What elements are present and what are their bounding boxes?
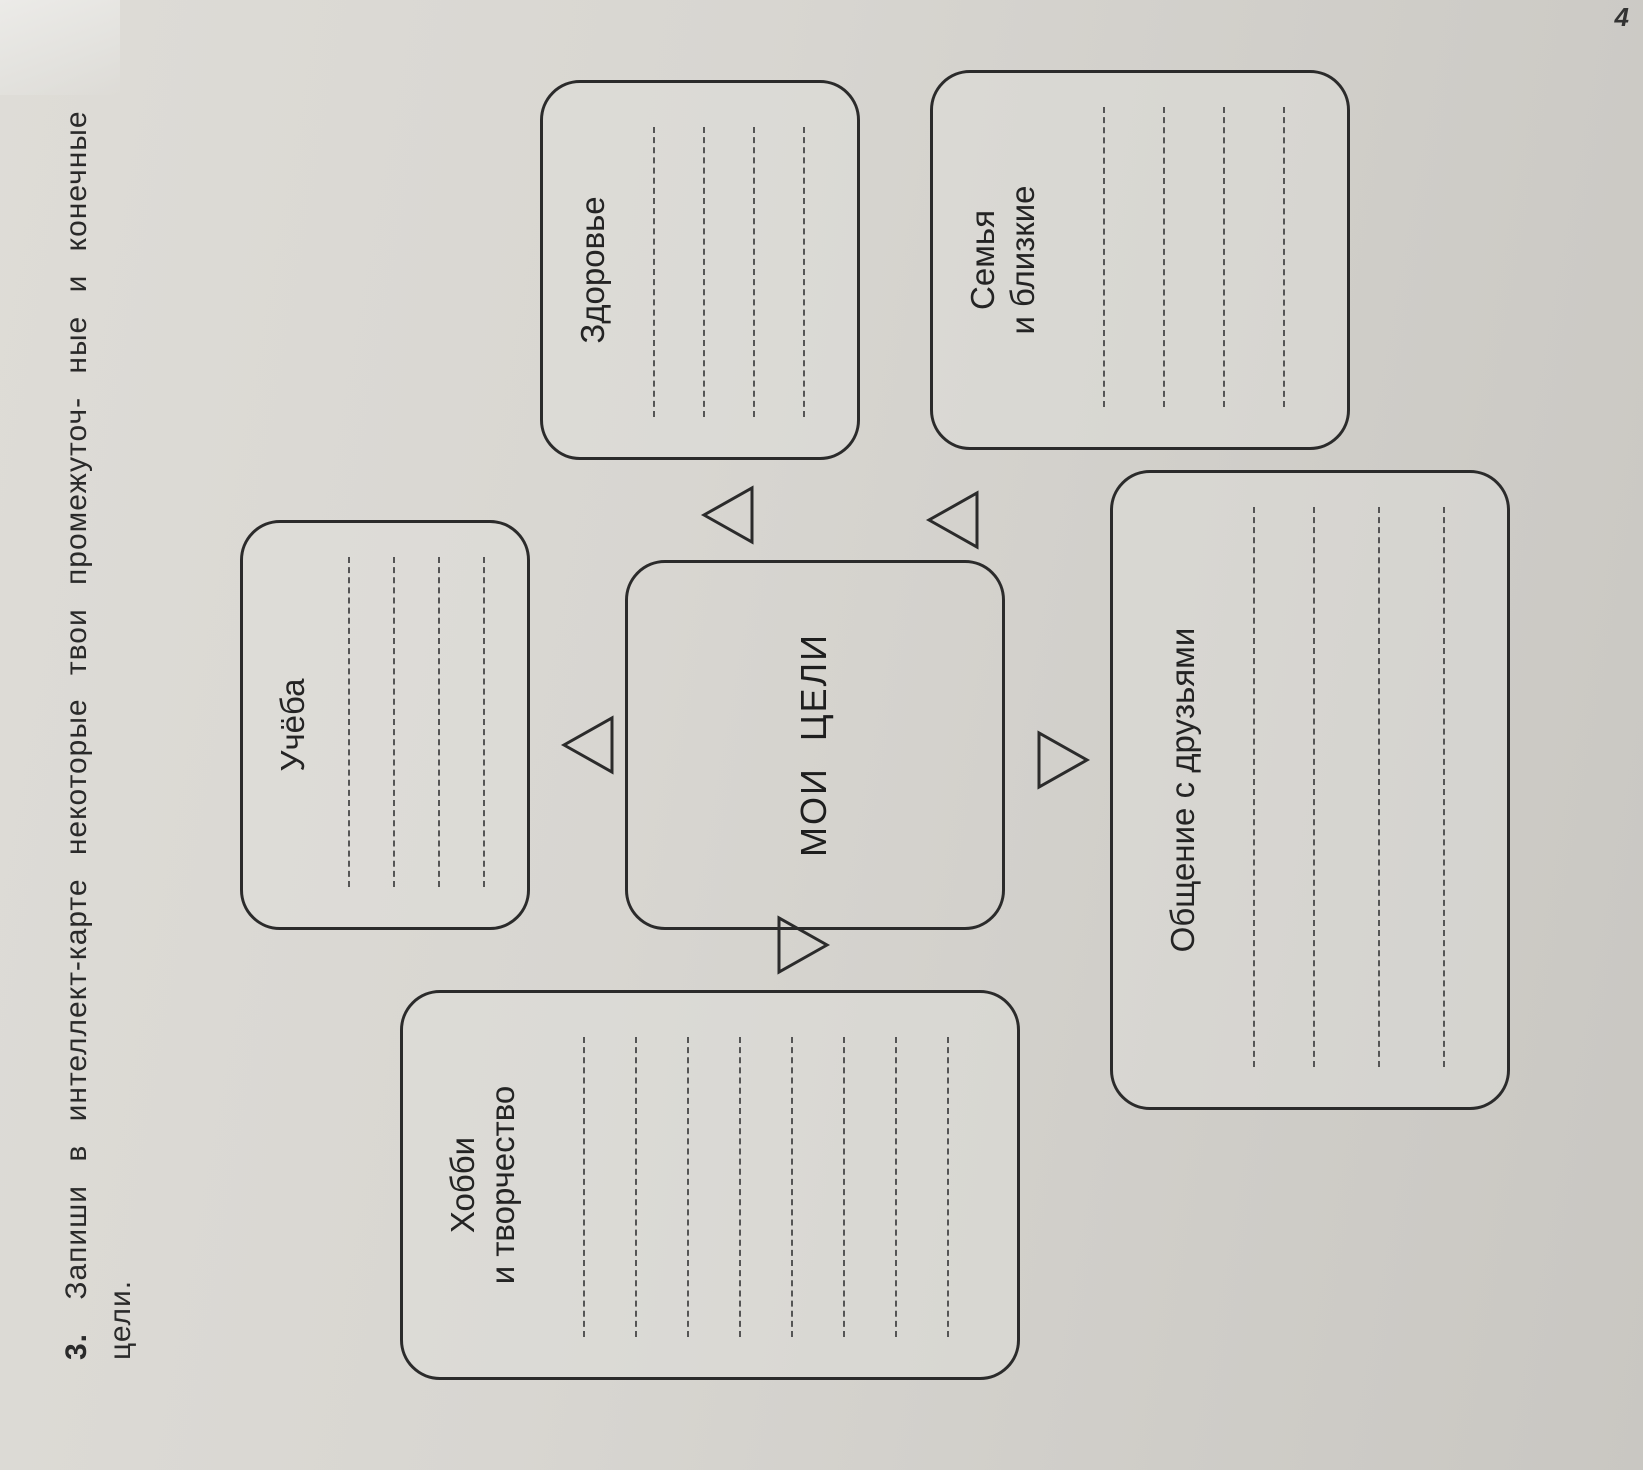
answer-line[interactable] [1163, 107, 1165, 407]
box-family-title: Семья и близкие [964, 185, 1041, 335]
answer-line[interactable] [791, 1037, 793, 1337]
page-number: 4 [1614, 2, 1629, 32]
answer-line[interactable] [635, 1037, 637, 1337]
answer-line[interactable] [753, 127, 755, 417]
answer-line[interactable] [687, 1037, 689, 1337]
arrow-to-family-icon [925, 490, 981, 550]
box-friends-title: Общение с друзьями [1164, 627, 1201, 953]
center-goals-box [625, 560, 1005, 930]
answer-line[interactable] [1223, 107, 1225, 407]
box-health-title: Здоровье [574, 196, 611, 344]
answer-line[interactable] [947, 1037, 949, 1337]
answer-line[interactable] [1378, 507, 1380, 1067]
answer-line[interactable] [843, 1037, 845, 1337]
answer-line[interactable] [803, 127, 805, 417]
answer-line[interactable] [438, 557, 440, 887]
answer-line[interactable] [1283, 107, 1285, 407]
box-study-title: Учёба [274, 678, 311, 772]
answer-line[interactable] [393, 557, 395, 887]
center-goals-label: МОИ ЦЕЛИ [793, 633, 834, 858]
task-text: Запиши в интеллект-карте некоторые твои промежуточ- ные и конечные цели. [60, 110, 137, 1360]
arrow-to-friends-icon [1035, 730, 1091, 790]
box-hobby [400, 990, 1020, 1380]
answer-line[interactable] [1313, 507, 1315, 1067]
box-family [930, 70, 1350, 450]
answer-line[interactable] [348, 557, 350, 887]
box-health [540, 80, 860, 460]
box-study [240, 520, 530, 930]
arrow-to-health-icon [700, 485, 756, 545]
arrow-to-hobby-icon [775, 915, 831, 975]
answer-line[interactable] [1103, 107, 1105, 407]
answer-line[interactable] [483, 557, 485, 887]
answer-line[interactable] [583, 1037, 585, 1337]
answer-line[interactable] [739, 1037, 741, 1337]
arrow-to-study-icon [560, 715, 616, 775]
answer-line[interactable] [895, 1037, 897, 1337]
box-hobby-title: Хобби и творчество [444, 1085, 521, 1285]
task-number: 3. [60, 1332, 93, 1360]
answer-line[interactable] [653, 127, 655, 417]
task-instruction [55, 110, 143, 1360]
box-friends [1110, 470, 1510, 1110]
answer-line[interactable] [1253, 507, 1255, 1067]
answer-line[interactable] [703, 127, 705, 417]
answer-line[interactable] [1443, 507, 1445, 1067]
